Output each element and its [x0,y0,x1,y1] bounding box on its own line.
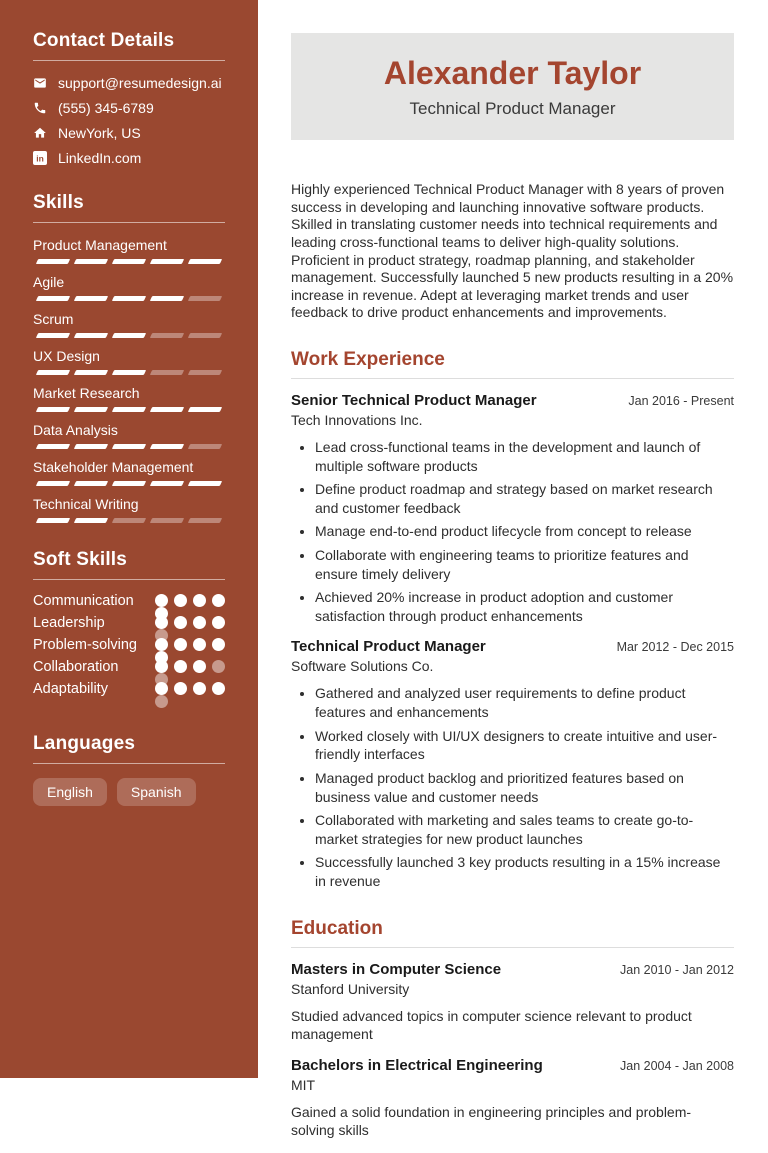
soft-skill-label: Communication [33,593,134,609]
skill-bar-segment [150,296,184,301]
language-chip: Spanish [117,778,196,806]
contact-item [33,150,225,166]
rating-dot [174,682,187,695]
bullet-item: • Manage end-to-end product lifecycle from concept to release [315,522,734,541]
soft-skill-label: Problem-solving [33,637,137,653]
svg-text:in: in [36,153,44,164]
soft-skills-section [33,549,225,695]
education-title: Education [291,917,383,939]
school-name: MIT [291,1076,316,1093]
education-entry [291,961,734,1044]
skill-row [33,237,225,264]
skill-bar-segment [36,370,70,375]
soft-skill-dots [155,594,225,607]
contact-text: LinkedIn.com [58,150,142,166]
skill-bar-segment [112,407,146,412]
home-icon [33,126,47,140]
soft-skill-label: Collaboration [33,659,119,675]
soft-skill-row [33,682,225,695]
skill-bar-segment [36,333,70,338]
phone-icon [33,101,47,115]
email-icon [33,76,47,90]
person-name: Alexander Taylor [383,54,642,91]
bullet-item: • Collaborate with engineering teams to prioritize features and ensure timely delivery [315,546,734,583]
main-content [291,0,734,1153]
skill-bar-segment [36,407,70,412]
job-bullets [291,684,734,890]
rating-dot [193,616,206,629]
rating-dot [174,660,187,673]
work-experience-section [291,349,734,891]
skill-bar-segment [36,444,70,449]
skill-label: Market Research [33,385,140,401]
skill-row [33,274,225,301]
job-dates: Jan 2016 - Present [628,394,734,408]
skill-bar-segment [112,518,146,523]
degree-title: Bachelors in Electrical Engineering [291,1056,543,1074]
education-rule [291,947,734,948]
summary-paragraph: Highly experienced Technical Product Manager with 8 years of proven success in developing and launching innovative software products. Skilled in translating customer needs into technical requirements and leading cross-functional teams to deliver high-quality solutions. Proficient in product strategy, roadmap planning, and stakeholder management. Successfully launched 5 new products resulting in a 20% increase in revenue. Adept at leveraging market trends and user feedback to drive product enhancements and improvements. [291,181,734,321]
skill-bar-segment [74,444,108,449]
work-experience-rule [291,378,734,379]
skill-bar-segment [150,407,184,412]
bullet-item: • Gathered and analyzed user requirements to define product features and enhancements [315,684,734,721]
soft-skill-row [33,660,225,673]
work-experience-title: Work Experience [291,349,445,370]
education-section [291,918,734,1140]
skill-label: Data Analysis [33,422,118,438]
skill-bar-segment [188,370,222,375]
skill-bar [33,407,225,412]
skill-bar [33,296,225,301]
skill-bar-segment [150,370,184,375]
skill-bar-segment [188,259,222,264]
contact-item [33,75,225,91]
languages-list [33,778,225,806]
rating-dot [155,660,168,673]
rating-dot [174,616,187,629]
skill-bar-segment [112,333,146,338]
job-head [291,638,734,655]
rating-dot [212,660,225,673]
skill-row [33,385,225,412]
skill-label: Agile [33,274,65,290]
contact-item [33,100,225,116]
job-entry [291,638,734,890]
language-chip: English [33,778,107,806]
skill-row [33,459,225,486]
bullet-item: • Collaborated with marketing and sales teams to create go-to-market strategies for new product launches [315,811,734,848]
rating-dot [193,660,206,673]
sidebar [0,0,258,1078]
skill-bar-segment [74,259,108,264]
soft-skill-dots [155,660,225,673]
rating-dot [212,682,225,695]
skill-row [33,422,225,449]
skill-bar-segment [74,296,108,301]
name-header [291,33,734,140]
skill-bar-segment [36,518,70,523]
education-dates: Jan 2010 - Jan 2012 [620,962,734,977]
skill-bar [33,444,225,449]
skill-label: UX Design [33,348,100,364]
job-company: Software Solutions Co. [291,658,434,675]
bullet-item: • Lead cross-functional teams in the development and launch of multiple software products [315,438,734,475]
skill-bar-segment [150,444,184,449]
languages-title: Languages [33,733,136,754]
linkedin-icon [33,151,47,165]
job-title: Senior Technical Product Manager [291,392,537,409]
job-title: Technical Product Manager [291,638,486,656]
soft-skills-divider [33,579,225,580]
person-role: Technical Product Manager [409,98,616,118]
education-head [291,961,734,978]
bullet-item: • Achieved 20% increase in product adoption and customer satisfaction through product enhancements [315,588,734,625]
skill-bar [33,481,225,486]
skill-row [33,311,225,338]
skill-bar-segment [188,296,222,301]
languages-divider [33,763,225,764]
skill-label: Technical Writing [33,496,139,512]
skill-bar-segment [112,481,146,486]
soft-skill-row [33,616,225,629]
skills-divider [33,222,225,223]
soft-skill-label: Adaptability [33,681,108,697]
skill-bar-segment [36,481,70,486]
skill-bar-segment [188,333,222,338]
contact-text: (555) 345-6789 [58,100,154,116]
rating-dot [155,638,168,651]
skill-bar-segment [112,296,146,301]
skill-bar-segment [74,481,108,486]
skill-bar-segment [36,296,70,301]
contact-item [33,125,225,141]
contact-list [33,75,225,166]
skill-bar-segment [74,407,108,412]
rating-dot [155,594,168,607]
job-entry [291,392,734,625]
skill-bar-segment [150,518,184,523]
degree-title: Masters in Computer Science [291,960,502,978]
skill-bar-segment [112,444,146,449]
skill-bar-segment [188,407,222,412]
skill-bar-segment [112,259,146,264]
education-description: Studied advanced topics in computer science relevant to product management [291,1007,692,1043]
job-dates: Mar 2012 - Dec 2015 [616,640,734,655]
skills-section [33,192,225,523]
contact-section [33,30,225,166]
contact-text: support@resumedesign.ai [58,75,222,91]
job-bullets [291,438,734,625]
rating-dot [155,695,168,708]
rating-dot [174,638,187,651]
skill-row [33,496,225,523]
soft-skill-dots [155,682,225,695]
skill-label: Product Management [33,237,167,253]
soft-skill-dots [155,616,225,629]
skill-label: Scrum [33,311,74,327]
rating-dot [212,594,225,607]
bullet-item: • Successfully launched 3 key products resulting in a 15% increase in revenue [315,853,734,890]
skill-bar-segment [150,481,184,486]
skill-bar-segment [74,333,108,338]
rating-dot [212,616,225,629]
education-dates: Jan 2004 - Jan 2008 [620,1058,734,1073]
rating-dot [193,638,206,651]
rating-dot [193,682,206,695]
education-description: Gained a solid foundation in engineering principles and problem-solving skills [291,1103,692,1139]
skill-bar [33,259,225,264]
soft-skills-title: Soft Skills [33,549,128,570]
skill-bar-segment [188,518,222,523]
skill-row [33,348,225,375]
skill-bar [33,518,225,523]
skill-bar-segment [74,518,108,523]
skill-bar-segment [36,259,70,264]
skills-title: Skills [33,192,84,213]
skill-bar-segment [150,259,184,264]
bullet-item: • Define product roadmap and strategy based on market research and customer feedback [315,480,734,517]
bullet-item: • Worked closely with UI/UX designers to create intuitive and user-friendly interfaces [315,727,734,764]
skill-bar-segment [150,333,184,338]
rating-dot [155,682,168,695]
skill-bar-segment [74,370,108,375]
soft-skills-list [33,594,225,695]
skill-bar-segment [188,481,222,486]
job-head [291,392,734,409]
contact-divider [33,60,225,61]
skills-list [33,237,225,523]
contact-text: NewYork, US [58,125,141,141]
contact-title: Contact Details [33,30,175,51]
languages-section [33,733,225,806]
rating-dot [155,616,168,629]
education-head [291,1057,734,1074]
rating-dot [212,638,225,651]
skill-bar-segment [112,370,146,375]
skill-bar [33,333,225,338]
soft-skill-dots [155,638,225,651]
rating-dot [174,594,187,607]
school-name: Stanford University [291,980,410,997]
education-entry [291,1057,734,1140]
skill-bar [33,370,225,375]
soft-skill-row [33,594,225,607]
soft-skill-label: Leadership [33,615,105,631]
skill-bar-segment [188,444,222,449]
skill-label: Stakeholder Management [33,459,194,475]
bullet-item: • Managed product backlog and prioritized features based on business value and customer needs [315,769,734,806]
job-company: Tech Innovations Inc. [291,412,423,428]
rating-dot [193,594,206,607]
soft-skill-row [33,638,225,651]
